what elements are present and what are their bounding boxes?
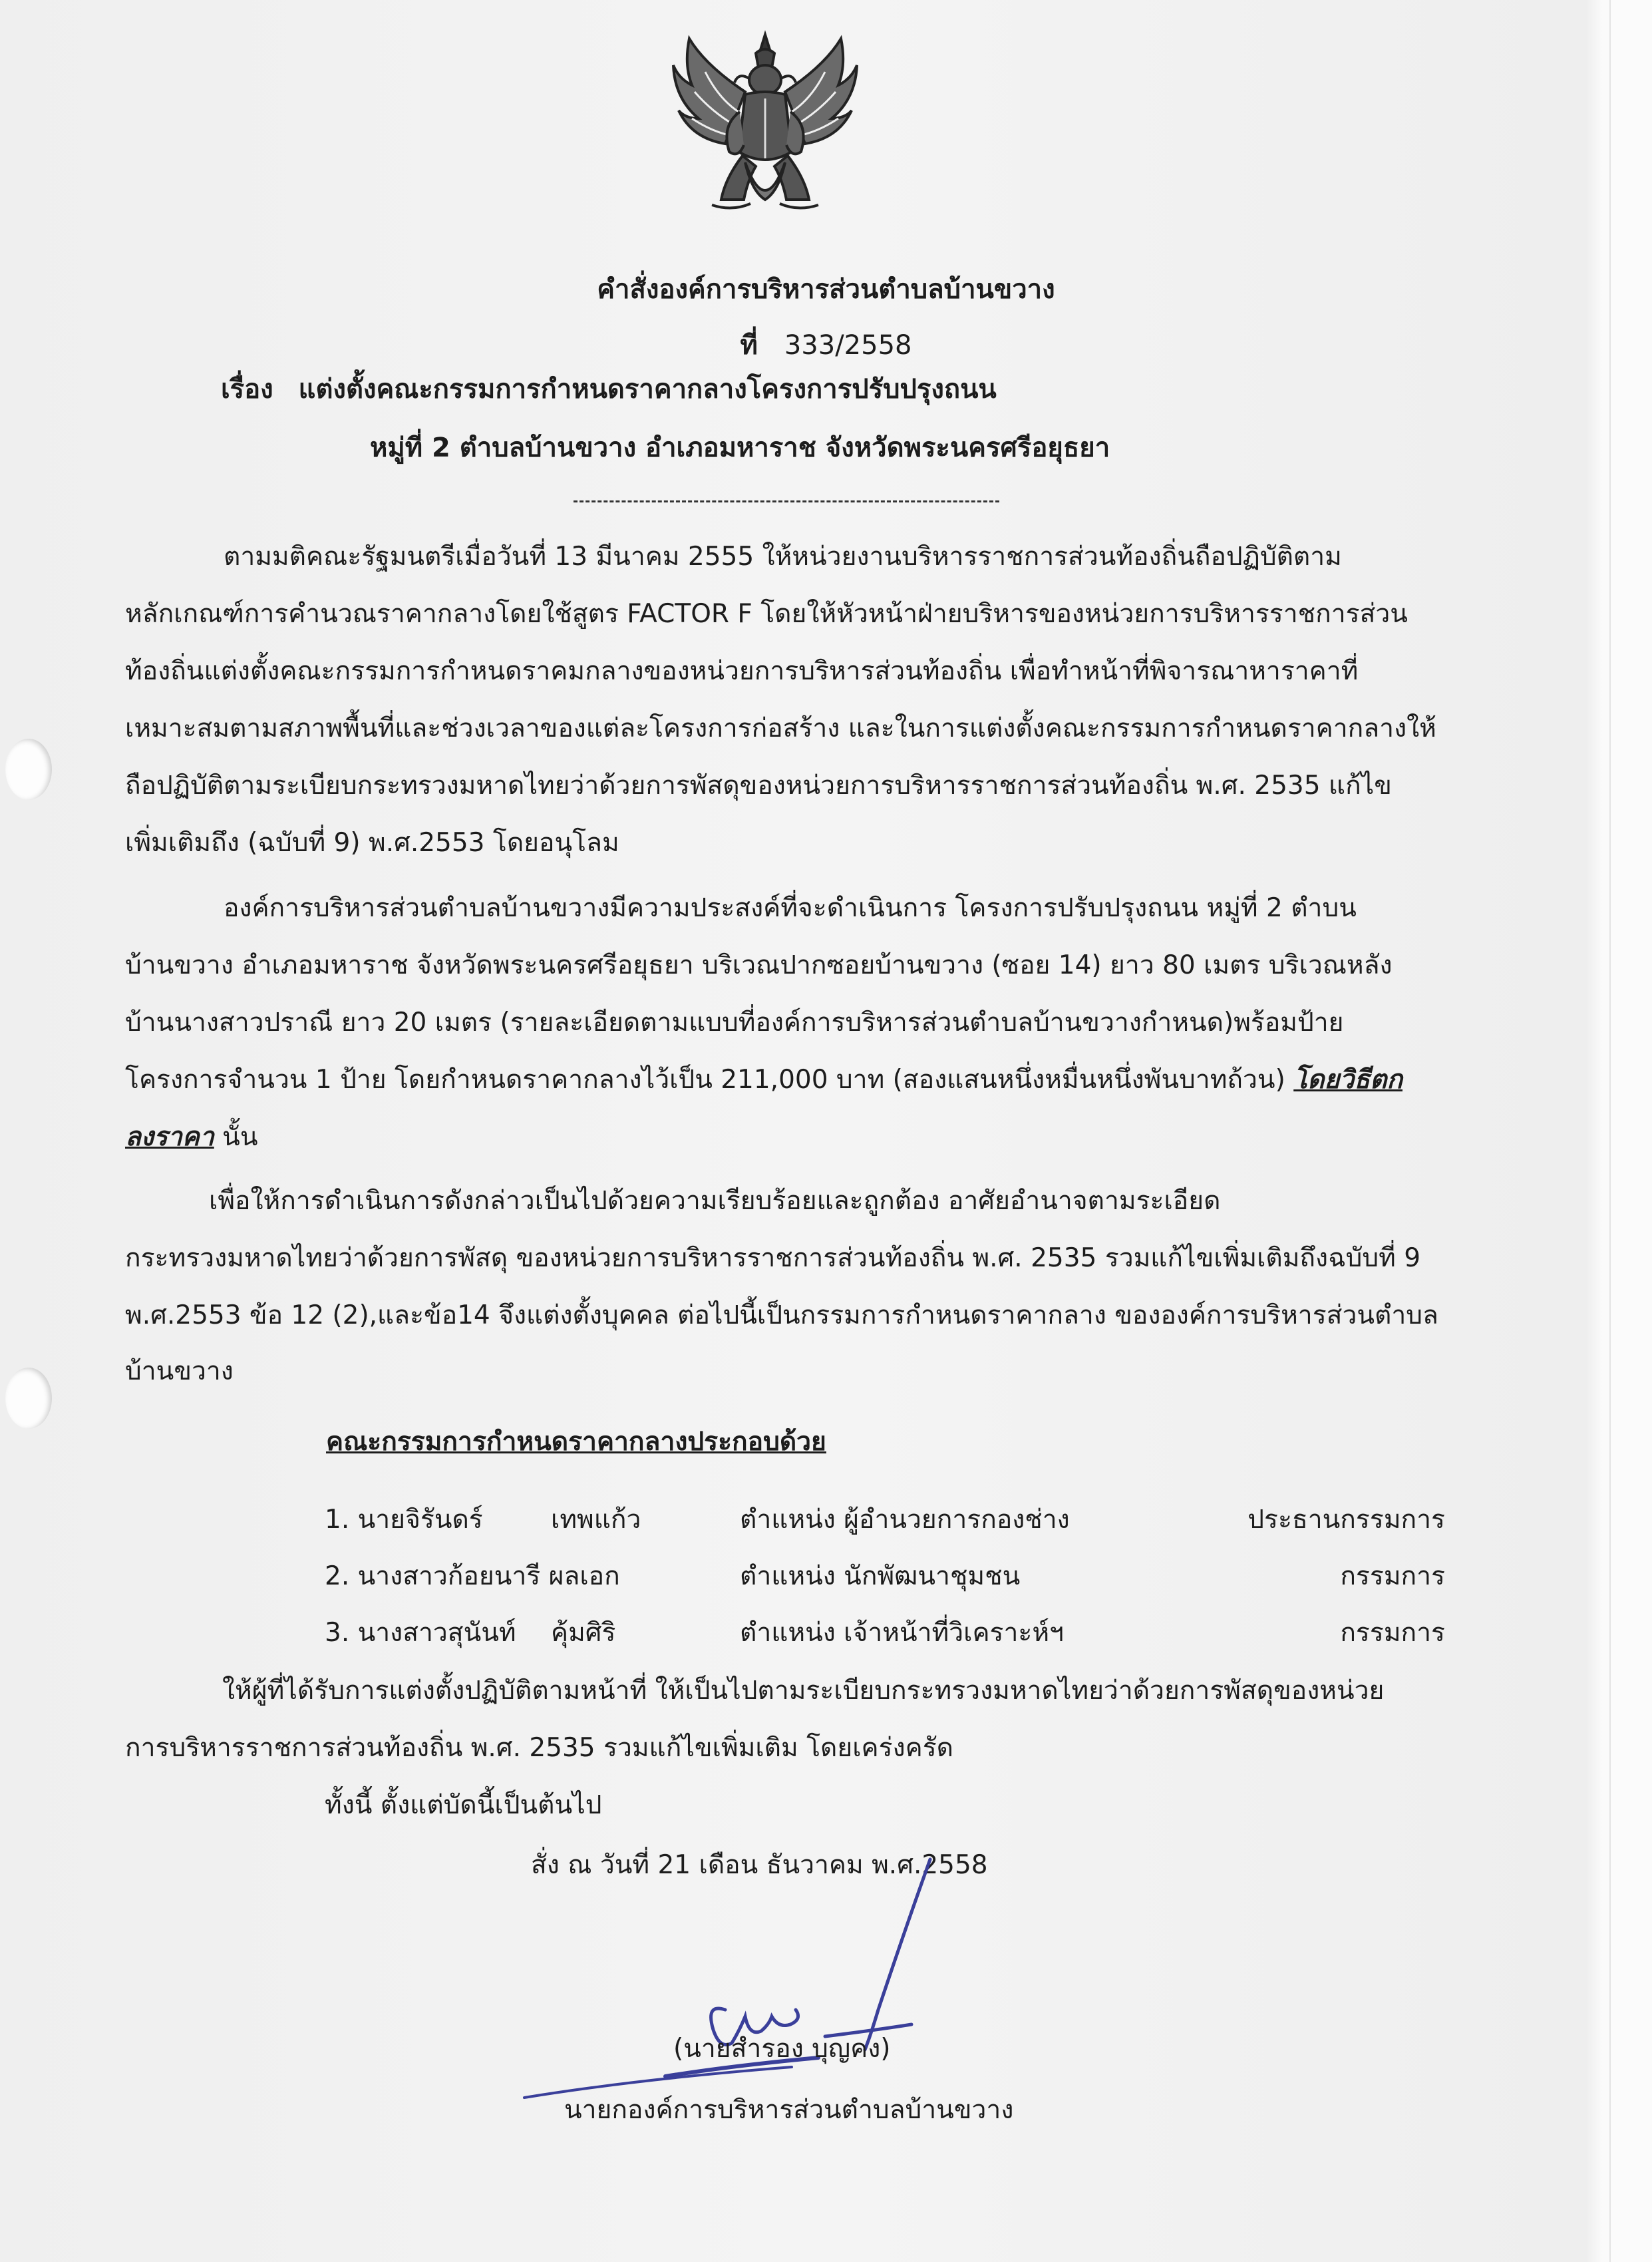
- p3-line-3: พ.ศ.2553 ข้อ 12 (2),และข้อ14 จึงแต่งตั้งบุคคล ต่อไปนี้เป็นกรรมการกำหนดราคากลาง ขององค์การบริหารส่วนตำบล: [125, 1300, 1438, 1330]
- p1-line-2: หลักเกณฑ์การคำนวณราคากลางโดยใช้สูตร FACTOR F โดยให้หัวหน้าฝ่ายบริหารของหน่วยการบริหารราชการส่วน: [125, 599, 1408, 629]
- p3-line-2: กระทรวงมหาดไทยว่าด้วยการพัสดุ ของหน่วยการบริหารราชการส่วนท้องถิ่น พ.ศ. 2535 รวมแก้ไขเพิ่มเติมถึงฉบับที่ 9: [125, 1243, 1421, 1273]
- committee-table: [325, 1499, 1445, 1668]
- member-name: 3. นางสาวสุนันท์: [325, 1618, 516, 1648]
- p2-line-4: [125, 1063, 1403, 1097]
- p2-line-4-text: โครงการจำนวน 1 ป้าย โดยกำหนดราคากลางไว้เป็น 211,000 บาท (สองแสนหนึ่งหมื่นหนึ่งพันบาทถ้วน): [125, 1065, 1285, 1095]
- committee-row: [325, 1555, 1445, 1612]
- order-date: สั่ง ณ วันที่ 21 เดือน ธันวาคม พ.ศ.2558: [531, 1850, 988, 1880]
- member-name: 2. นางสาวก้อยนารี ผลเอก: [325, 1561, 620, 1591]
- committee-row: [325, 1499, 1445, 1555]
- p1-line-1: ตามมติคณะรัฐมนตรีเมื่อวันที่ 13 มีนาคม 2555 ให้หน่วยงานบริหารราชการส่วนท้องถิ่นถือปฏิบัติตาม: [224, 542, 1342, 572]
- garuda-emblem-icon: [665, 25, 865, 225]
- p2-line-3: บ้านนางสาวปราณี ยาว 20 เมตร (รายละเอียดตามแบบที่องค์การบริหารส่วนตำบลบ้านขวางกำหนด)พร้อมป้าย: [125, 1008, 1344, 1037]
- signature-ink: [506, 1850, 971, 2130]
- subject-label: เรื่อง: [221, 374, 273, 405]
- bidding-method-1: โดยวิธีตก: [1293, 1065, 1403, 1095]
- p3-line-4: บ้านขวาง: [125, 1356, 234, 1386]
- member-position: ตำแหน่ง ผู้อำนวยการกองช่าง: [740, 1505, 1070, 1535]
- p3-line-1: เพื่อให้การดำเนินการดังกล่าวเป็นไปด้วยความเรียบร้อยและถูกต้อง อาศัยอำนาจตามระเอียด: [209, 1186, 1221, 1216]
- member-role: กรรมการ: [1340, 1561, 1445, 1591]
- subject-line-2: หมู่ที่ 2 ตำบลบ้านขวาง อำเภอมหาราช จังหวัดพระนครศรีอยุธยา: [370, 433, 1110, 463]
- committee-heading: คณะกรรมการกำหนดราคากลางประกอบด้วย: [326, 1427, 826, 1457]
- member-surname: เทพแก้ว: [551, 1505, 641, 1535]
- header-separator: [574, 500, 999, 502]
- p1-line-5: ถือปฏิบัติตามระเบียบกระทรวงมหาดไทยว่าด้วยการพัสดุของหน่วยการบริหารราชการส่วนท้องถิ่น พ.ศ. 2535 แก้ไข: [125, 771, 1392, 801]
- member-position: ตำแหน่ง นักพัฒนาชุมชน: [740, 1561, 1021, 1591]
- document-title: คำสั่งองค์การบริหารส่วนตำบลบ้านขวาง: [597, 274, 1055, 305]
- member-role: กรรมการ: [1340, 1618, 1445, 1648]
- number-label: ที่: [740, 330, 758, 361]
- p2-line-5: [125, 1121, 258, 1154]
- bidding-method-2: ลงราคา: [125, 1122, 214, 1152]
- effective-clause: ทั้งนี้ ตั้งแต่บัดนี้เป็นต้นไป: [325, 1790, 602, 1820]
- p4-line-1: ให้ผู้ที่ได้รับการแต่งตั้งปฏิบัติตามหน้าที่ ให้เป็นไปตามระเบียบกระทรวงมหาดไทยว่าด้วยการพัสดุของหน่วย: [222, 1676, 1385, 1706]
- member-name: 1. นายจิรันดร์: [325, 1505, 483, 1535]
- punch-hole: [5, 739, 52, 800]
- signatory-name: (นายสำรอง บุญคง): [673, 2034, 891, 2064]
- p2-line-1: องค์การบริหารส่วนตำบลบ้านขวางมีความประสงค์ที่จะดำเนินการ โครงการปรับปรุงถนน หมู่ที่ 2 ตำบน: [224, 893, 1357, 923]
- p2-line-2: บ้านขวาง อำเภอมหาราช จังหวัดพระนครศรีอยุธยา บริเวณปากซอยบ้านขวาง (ซอย 14) ยาว 80 เมตร บริเวณหลัง: [125, 950, 1393, 980]
- member-role: ประธานกรรมการ: [1247, 1505, 1445, 1535]
- subject-text-1: แต่งตั้งคณะกรรมการกำหนดราคากลางโครงการปรับปรุงถนน: [298, 374, 997, 405]
- p4-line-2: การบริหารราชการส่วนท้องถิ่น พ.ศ. 2535 รวมแก้ไขเพิ่มเติม โดยเคร่งครัด: [125, 1733, 953, 1763]
- signature-stroke: [865, 1859, 930, 2050]
- member-position: ตำแหน่ง เจ้าหน้าที่วิเคราะห์ฯ: [740, 1618, 1064, 1648]
- p1-line-6: เพิ่มเติมถึง (ฉบับที่ 9) พ.ศ.2553 โดยอนุโลม: [125, 828, 619, 858]
- committee-row: [325, 1612, 1445, 1668]
- document-number: [0, 323, 1652, 366]
- member-surname: คุ้มศิริ: [551, 1618, 616, 1648]
- p1-line-3: ท้องถิ่นแต่งตั้งคณะกรรมการกำหนดราคมกลางของหน่วยการบริหารส่วนท้องถิ่น เพื่อทำหน้าที่พิจารณาหาราคาที่: [125, 656, 1359, 686]
- p1-line-4: เหมาะสมตามสภาพพื้นที่และช่วงเวลาของแต่ละโครงการก่อสร้าง และในการแต่งตั้งคณะกรรมการกำหนดราคากลางให้: [125, 713, 1436, 743]
- number-value: 333/2558: [784, 330, 912, 361]
- punch-hole: [5, 1368, 52, 1429]
- signatory-title: นายกองค์การบริหารส่วนตำบลบ้านขวาง: [564, 2095, 1014, 2125]
- p2-tail: นั้น: [214, 1122, 258, 1152]
- subject-line-1: [221, 373, 997, 406]
